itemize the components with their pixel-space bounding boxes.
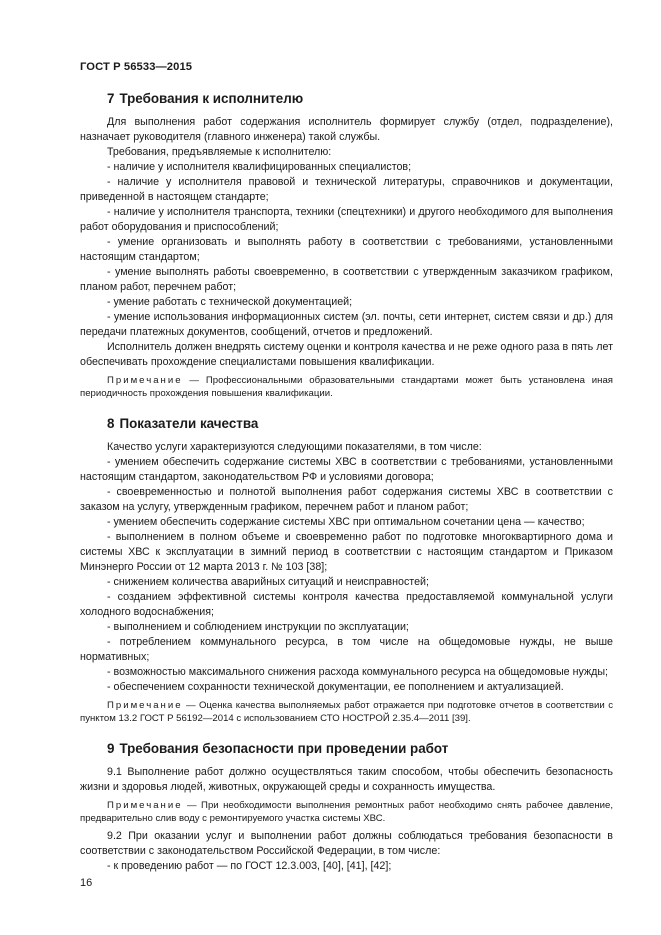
- section-title: Показатели качества: [119, 416, 259, 431]
- section-number: 8: [107, 416, 115, 431]
- note-label: Примечание: [107, 375, 183, 386]
- list-item: - возможностью максимального снижения расхода коммунального ресурса на общедомовые нужды;: [107, 666, 608, 678]
- note-label: Примечание: [107, 700, 183, 711]
- list-item: - снижением количества аварийных ситуаций и неисправностей;: [107, 576, 429, 588]
- paragraph: 9.1 Выполнение работ должно осуществляться таким способом, чтобы обеспечить безопасность жизни и здоровья людей, животных, окружающей среды и сохранность имущества.: [80, 766, 613, 793]
- document-code: ГОСТ Р 56533—2015: [80, 61, 193, 73]
- list-item: - умение использования информационных систем (эл. почты, сети интернет, систем связи и др.) для передачи платежных документов, сообщений, отчетов и предложений.: [80, 311, 613, 338]
- list-item: - созданием эффективной системы контроля качества предоставляемой коммунальной услуги холодного водоснабжения;: [80, 591, 613, 618]
- page-number: 16: [80, 877, 93, 889]
- list-item: - своевременностью и полнотой выполнения работ содержания системы ХВС в соответствии с заказом на услугу, утвержденным графиком, перечнем работ и планом работ;: [80, 486, 613, 513]
- section-number: 7: [107, 91, 115, 106]
- list-item: - умение выполнять работы своевременно, в соответствии с утвержденным заказчиком графиком, планом работ, перечнем работ;: [80, 266, 613, 293]
- note-label: Примечание: [107, 800, 183, 811]
- list-item: - обеспечением сохранности технической документации, ее пополнением и актуализацией.: [107, 681, 564, 693]
- section-number: 9: [107, 741, 115, 756]
- section-title: Требования безопасности при проведении работ: [119, 741, 449, 756]
- section-9: [80, 740, 613, 874]
- note: [80, 699, 613, 725]
- section-8: [80, 415, 613, 725]
- paragraph: Качество услуги характеризуются следующими показателями, в том числе:: [107, 441, 482, 453]
- section-heading: [80, 90, 613, 108]
- note-text: — Профессиональными образовательными стандартами может быть установлена иная периодичность прохождения повышения квалификации.: [80, 375, 613, 399]
- note: [80, 374, 613, 400]
- list-item: - умением обеспечить содержание системы ХВС при оптимальном сочетании цена — качество;: [107, 516, 585, 528]
- section-title: Требования к исполнителю: [119, 91, 304, 106]
- list-item: - умение организовать и выполнять работу в соответствии с требованиями, установленными настоящим стандартом;: [80, 236, 613, 263]
- list-item: - выполнением и соблюдением инструкции по эксплуатации;: [107, 621, 409, 633]
- paragraph: 9.2 При оказании услуг и выполнении работ должны соблюдаться требования безопасности в соответствии с законодательством Российской Федерации, в том числе:: [80, 830, 613, 857]
- list-item: - потреблением коммунального ресурса, в том числе на общедомовые нужды, не выше нормативных;: [80, 636, 613, 663]
- section-7: [80, 90, 613, 400]
- section-heading: [80, 740, 613, 758]
- list-item: - умением обеспечить содержание системы ХВС в соответствии с требованиями, установленными настоящим стандартом, законодательством РФ и условиями договора;: [80, 456, 613, 483]
- list-item: - выполнением в полном объеме и своевременно работ по подготовке многоквартирного дома и системы ХВС к эксплуатации в зимний период в соответствии с настоящим стандартом и Приказом Минэнерго России от 12 марта 2013 г. № 103 [38];: [80, 531, 613, 573]
- section-heading: [80, 415, 613, 433]
- list-item: - к проведению работ — по ГОСТ 12.3.003, [40], [41], [42];: [107, 860, 392, 872]
- paragraph: Исполнитель должен внедрять систему оценки и контроля качества и не реже одного раза в пять лет обеспечивать прохождение специалистами повышения квалификации.: [80, 341, 613, 368]
- list-item: - наличие у исполнителя квалифицированных специалистов;: [107, 161, 412, 173]
- list-item: - умение работать с технической документацией;: [107, 296, 353, 308]
- list-item: - наличие у исполнителя транспорта, техники (спецтехники) и другого необходимого для выполнения работ оборудования и приспособлений;: [80, 206, 613, 233]
- document-body: [80, 90, 613, 889]
- note: [80, 799, 613, 825]
- paragraph: Для выполнения работ содержания исполнитель формирует службу (отдел, подразделение), назначает руководителя (главного инженера) такой службы.: [80, 116, 613, 143]
- list-item: - наличие у исполнителя правовой и технической литературы, справочников и документации, приведенной в настоящем стандарте;: [80, 176, 613, 203]
- note-text: — При необходимости выполнения ремонтных работ необходимо снять рабочее давление, предварительно слив воду с ремонтируемого участка системы ХВС.: [80, 800, 613, 824]
- paragraph: Требования, предъявляемые к исполнителю:: [107, 146, 332, 158]
- note-text: — Оценка качества выполняемых работ отражается при подготовке отчетов в соответствии с пунктом 13.2 ГОСТ Р 56192—2014 с использованием СТО НОСТРОЙ 2.35.4—2011 [39].: [80, 700, 613, 724]
